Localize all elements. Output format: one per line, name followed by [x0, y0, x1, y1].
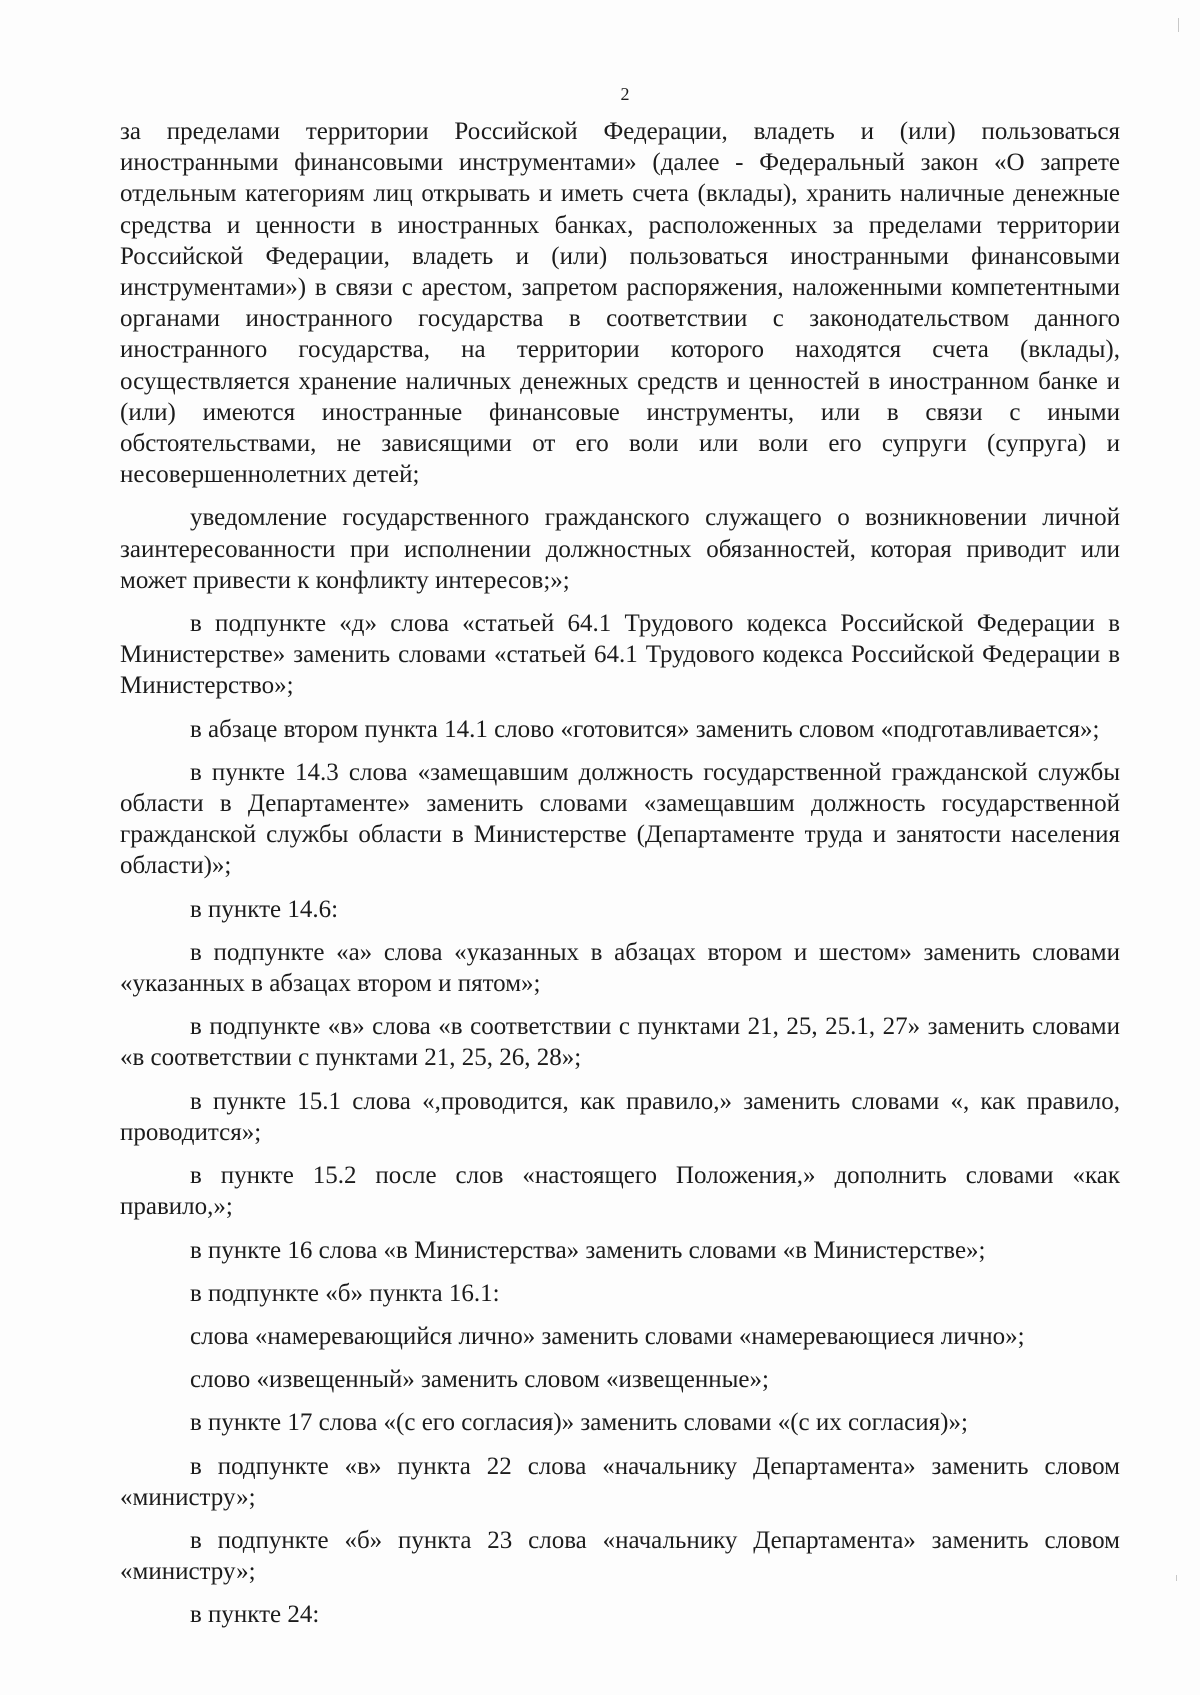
- paragraph: в пункте 14.3 слова «замещавшим должность государственной гражданской службы области в Департаменте» заменить словами «замещавшим должность государственной гражданской службы области в Министерстве (Департаменте труда и занятости населения области)»;: [120, 758, 1120, 880]
- paragraph: в подпункте «в» слова «в соответствии с пунктами 21, 25, 25.1, 27» заменить словами «в соответствии с пунктами 21, 25, 26, 28»;: [120, 1013, 1120, 1072]
- paragraph: в подпункте «б» пункта 16.1:: [190, 1279, 500, 1307]
- paragraph: слово «извещенный» заменить словом «извещенные»;: [190, 1366, 769, 1394]
- document-body: [120, 116, 1120, 1631]
- paragraph: в пункте 14.6:: [190, 895, 339, 923]
- paragraph: в подпункте «в» пункта 22 слова «начальнику Департамента» заменить словом «министру»;: [120, 1452, 1120, 1511]
- paragraph: в пункте 15.1 слова «,проводится, как правило,» заменить словами «, как правило, проводится»;: [120, 1087, 1120, 1146]
- paragraph: в подпункте «а» слова «указанных в абзацах втором и шестом» заменить словами «указанных в абзацах втором и пятом»;: [120, 938, 1120, 998]
- paragraph: в абзаце втором пункта 14.1 слово «готовится» заменить словом «подготавливается»;: [190, 715, 1100, 743]
- paragraph: уведомление государственного гражданского служащего о возникновении личной заинтересованности при исполнении должностных обязанностей, которая приводит или может привести к конфликту интересов;»;: [120, 504, 1120, 594]
- paragraph-continuation: за пределами территории Российской Федерации, владеть и (или) пользоваться иностранными финансовыми инструментами» (далее - Федеральный закон «О запрете отдельным категориям лиц открывать и иметь счета (вклады), хранить наличные денежные средства и ценности в иностранных банках, расположенных за пределами территории Российской Федерации, владеть и (или) пользоваться иностранными финансовыми инструментами») в связи с арестом, запретом распоряжения, наложенными компетентными органами иностранного государства в соответствии с законодательством данного иностранного государства, на территории которого находятся счета (вклады), осуществляется хранение наличных денежных средств и ценностей в иностранном банке и (или) имеются иностранные финансовые инструменты, или в связи с иными обстоятельствами, не зависящими от его воли или воли его супруги (супруга) и несовершеннолетних детей;: [120, 118, 1120, 489]
- scan-artifact: [1176, 1575, 1177, 1581]
- scan-artifact: [1178, 18, 1179, 32]
- paragraph: в подпункте «д» слова «статьей 64.1 Трудового кодекса Российской Федерации в Министерстве» заменить словами «статьей 64.1 Трудового кодекса Российской Федерации в Министерство»;: [120, 610, 1120, 700]
- paragraph: в пункте 17 слова «(с его согласия)» заменить словами «(с их согласия)»;: [190, 1409, 968, 1437]
- paragraph: в подпункте «б» пункта 23 слова «начальнику Департамента» заменить словом «министру»;: [120, 1526, 1120, 1586]
- page-number: 2: [620, 84, 630, 104]
- paragraph: в пункте 16 слова «в Министерства» заменить словами «в Министерстве»;: [190, 1236, 986, 1264]
- paragraph: в пункте 24:: [190, 1601, 320, 1629]
- paragraph: в пункте 15.2 после слов «настоящего Положения,» дополнить словами «как правило,»;: [120, 1162, 1120, 1221]
- paragraph: слова «намеревающийся лично» заменить словами «намеревающиеся лично»;: [190, 1322, 1025, 1350]
